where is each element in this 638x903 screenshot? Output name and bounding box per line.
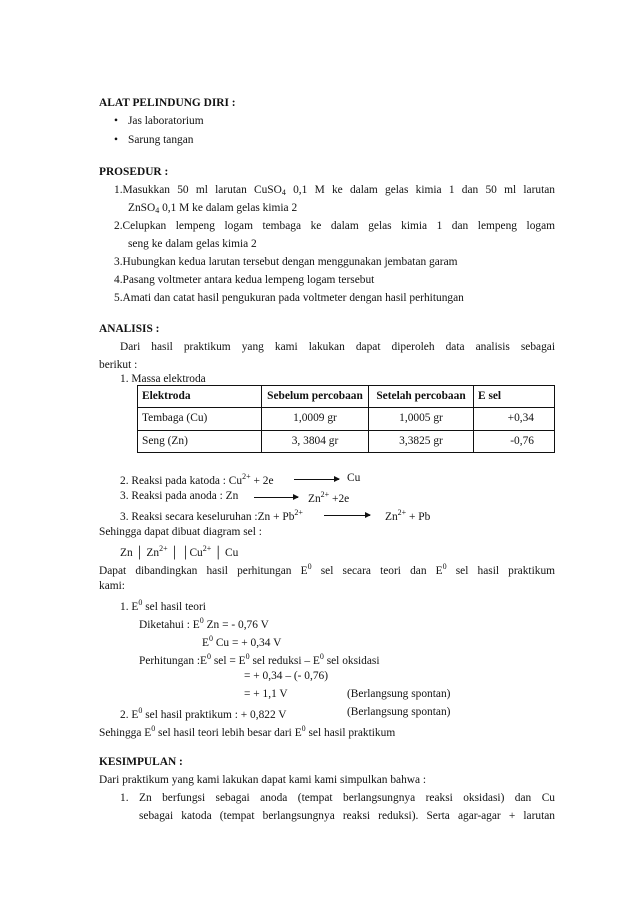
step-2-line-2: seng ke dalam gelas kimia 2 (128, 238, 257, 250)
spontaneous-note: (Berlangsung spontan) (347, 688, 451, 700)
calculation-formula: Perhitungan $:E^0$ sel = $E^0$ sel reduksi – $E^0$ sel oksidasi (139, 652, 380, 667)
spontaneous-note: (Berlangsung spontan) (347, 706, 451, 718)
comparison-conclusion: Sehingga $E^0$ sel hasil teori lebih besar dari $E^0$ sel hasil praktikum (99, 724, 396, 739)
table-header: Sebelum percobaan (262, 386, 369, 408)
analysis-intro-line-2: berikut : (99, 359, 138, 371)
table-header: Setelah percobaan (369, 386, 474, 408)
table-header: E sel (474, 386, 555, 408)
table-cell: 1,0005 gr (369, 408, 474, 430)
reaction-overall: 3. Reaksi secara keseluruhan :Zn + $Pb^{2+}$ (120, 508, 303, 523)
table-cell: Tembaga (Cu) (138, 408, 262, 430)
table-cell: 3, 3804 gr (262, 430, 369, 452)
step-3: 3.Hubungkan kedua larutan tersebut dengan menggunakan jembatan garam (114, 256, 458, 268)
table-cell: -0,76 (474, 430, 555, 452)
diagram-intro: Sehingga dapat dibuat diagram sel : (99, 526, 262, 538)
table-cell: Seng (Zn) (138, 430, 262, 452)
step-2-line-1: 2.Celupkan lempeng logam tembaga ke dalam gelas kimia 1 dan lempeng logam (114, 220, 555, 232)
electrode-mass-table (137, 385, 555, 453)
comparison-line-1: Dapat dibandingkan hasil perhitungan $E^0$ sel secara teori dan $E^0$ sel hasil praktikum (99, 562, 555, 577)
section-title-apd: ALAT PELINDUNG DIRI : (99, 97, 236, 109)
step-1-line-1: 1.Masukkan 50 ml larutan CuSO4 0,1 M ke dalam gelas kimia 1 dan 50 ml larutan (114, 184, 555, 197)
reaction-anoda: 3. Reaksi pada anoda : Zn (120, 490, 239, 502)
reaction-arrow-icon (324, 515, 370, 516)
given-cu: $E^0$ Cu = + 0,34 V (202, 634, 282, 649)
reaction-katoda: 2. Reaksi pada katoda : $Cu^{2+} + 2e$ (120, 472, 274, 487)
table-header: Elektroda (138, 386, 262, 408)
table-cell: 1,0009 gr (262, 408, 369, 430)
reaction-anoda-product: $Zn^{2+} +2e$ (308, 490, 350, 505)
conclusion-intro: Dari praktikum yang kami lakukan dapat kami kami simpulkan bahwa : (99, 774, 427, 786)
calculation-result: = + 1,1 V (244, 688, 288, 700)
analysis-intro-line-1: Dari hasil praktikum yang kami lakukan dapat diperoleh data analisis sebagai (120, 341, 555, 353)
given-zn: Diketahui : $E^0$ Zn = - 0,76 V (139, 616, 269, 631)
reaction-arrow-icon (254, 497, 298, 498)
section-title-analisis: ANALISIS : (99, 323, 160, 335)
conclusion-1-line-1: 1. Zn berfungsi sebagai anoda (tempat berlangsungnya reaksi oksidasi) dan Cu (120, 792, 555, 804)
practical-result: 2. $E^0$ sel hasil praktikum : + 0,822 V (120, 706, 287, 721)
section-title-kesimpulan: KESIMPULAN : (99, 756, 183, 768)
comparison-line-2: kami: (99, 580, 125, 592)
step-1-line-2: ZnSO4 0,1 M ke dalam gelas kimia 2 (128, 202, 298, 215)
table-row (138, 430, 555, 452)
conclusion-1-line-2: sebagai katoda (tempat berlangsungnya reaksi reduksi). Serta agar-agar + larutan (139, 810, 555, 822)
reaction-overall-product: $Zn^{2+} + Pb$ (385, 508, 431, 523)
table-row (138, 408, 555, 430)
bullet-icon: • (114, 134, 118, 146)
list-item: • Sarung tangan (114, 134, 194, 146)
section-title-prosedur: PROSEDUR : (99, 166, 169, 178)
table-cell: 3,3825 gr (369, 430, 474, 452)
reaction-arrow-icon (294, 479, 339, 480)
item-massa-elektroda: 1. Massa elektroda (120, 373, 206, 385)
bullet-icon: • (114, 115, 118, 127)
reaction-katoda-product: Cu (347, 472, 361, 484)
step-5: 5.Amati dan catat hasil pengukuran pada voltmeter dengan hasil perhitungan (114, 292, 464, 304)
list-item: • Jas laboratorium (114, 115, 204, 127)
table-header-row (138, 386, 555, 408)
calculation-step-1: = + 0,34 – (- 0,76) (244, 670, 329, 682)
theory-heading: 1. $E^0$ sel hasil teori (120, 598, 206, 613)
table-cell: +0,34 (474, 408, 555, 430)
cell-diagram: Zn │ $Zn^{2+}$ │ $│Cu^{2+}$ │ Cu (120, 544, 239, 559)
step-4: 4.Pasang voltmeter antara kedua lempeng logam tersebut (114, 274, 375, 286)
